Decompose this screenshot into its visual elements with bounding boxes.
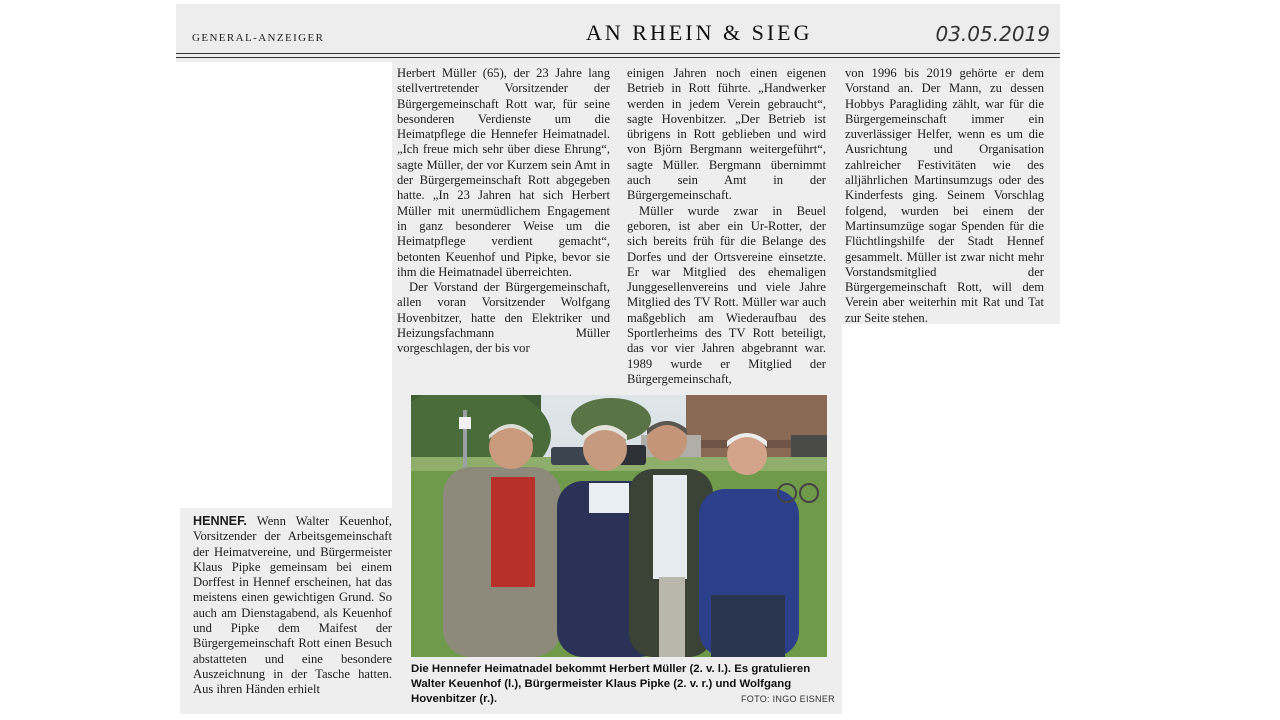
lead-paragraph bbox=[193, 514, 392, 698]
newspaper-name: GENERAL-ANZEIGER bbox=[192, 32, 325, 44]
article-column-3 bbox=[845, 66, 1044, 326]
clipping-date: 03.05.2019 bbox=[935, 22, 1050, 46]
paragraph: Der Vorstand der Bürgergemeinschaft, allen voran Vorsitzender Wolfgang Hovenbitzer, hatte den Elektriker und Heizungsfachmann Müller vorgeschlagen, der bis vor bbox=[397, 280, 610, 356]
lead-text: Wenn Walter Keuenhof, Vorsitzender der Arbeitsgemeinschaft der Heimatvereine, und Bürgermeister Klaus Pipke gemeinsam bei einem Dorffest in Hennef erscheinen, hat das meistens einen gewichtigen Grund. So auch am Dienstagabend, als Keuenhof und Pipke dem Maifest der Bürgergemeinschaft Rott einen Besuch abstatteten und eine besondere Auszeichnung in der Tasche hatten. Aus ihren Händen erhielt bbox=[193, 514, 392, 697]
dateline: HENNEF. bbox=[193, 514, 247, 528]
group-photo-illustration bbox=[411, 395, 827, 657]
article-photo bbox=[411, 395, 827, 657]
paragraph: Müller wurde zwar in Beuel geboren, ist aber ein Ur-Rotter, der sich bereits früh für die Belange des Dorfes und der Ortsvereine einsetzte. Er war Mitglied des ehemaligen Junggesellenvereins und viele Jahre Mitglied des TV Rott. Müller war auch maßgeblich am Wiederaufbau des Sportlerheims des TV Rott beteiligt, das vor vier Jahren abgebrannt war. 1989 wurde er Mitglied der Bürgergemeinschaft, bbox=[627, 203, 826, 386]
article-column-1 bbox=[397, 66, 610, 357]
paragraph: einigen Jahren noch einen eigenen Betrieb in Rott führte. „Handwerker werden in jedem Verein gebraucht“, sagte Hovenbitzer. „Der Betrieb ist übrigens in Rott geblieben und wird von Björn Bergmann weitergeführt“, sagte Müller. Bergmann übernimmt auch sein Amt in der Bürgergemeinschaft. bbox=[627, 66, 826, 203]
page-header bbox=[176, 4, 1060, 62]
photo-credit: FOTO: INGO EISNER bbox=[741, 694, 835, 704]
header-rule bbox=[176, 53, 1060, 54]
paragraph: von 1996 bis 2019 gehörte er dem Vorstand an. Der Mann, zu dessen Hobbys Paragliding zählt, war für die Bürgergemeinschaft immer ein zuverlässiger Helfer, wenn es um die Ausrichtung und Organisation zahlreicher Festivitäten wie des alljährlichen Martinsumzugs oder des Kinderfests ging. Seinem Vorschlag folgend, wurden bei einem der Martinsumzüge sogar Spenden für die Flüchtlingshilfe der Stadt Hennef gesammelt. Müller ist zwar nicht mehr Vorstandsmitglied der Bürgergemeinschaft Rott, will dem Verein aber weiterhin mit Rat und Tat zur Seite stehen. bbox=[845, 66, 1044, 325]
paragraph: Herbert Müller (65), der 23 Jahre lang stellvertretender Vorsitzender der Bürgergemeinschaft Rott war, für seine besonderen Verdienste um die Heimatpflege die Hennefer Heimatnadel. „Ich freue mich sehr über diese Ehrung“, sagte Müller, der vor Kurzem sein Amt in der Bürgergemeinschaft Rott abgegeben hatte. „In 23 Jahren hat sich Herbert Müller mit unermüdlichem Engagement in ganz besonderer Weise um die Heimatpflege verdient gemacht“, betonten Keuenhof und Pipke, bevor sie ihm die Heimatnadel überreichten. bbox=[397, 66, 610, 279]
photo-caption: Die Hennefer Heimatnadel bekommt Herbert Müller (2. v. l.). Es gratulieren Walter Keuenhof (l.), Bürgermeister Klaus Pipke (2. v. r.) und Wolfgang Hovenbitzer (r.). bbox=[411, 663, 811, 705]
section-title: AN RHEIN & SIEG bbox=[586, 20, 813, 45]
article-column-lead bbox=[193, 514, 392, 698]
header-rule bbox=[176, 57, 1060, 58]
article-column-2 bbox=[627, 66, 826, 387]
